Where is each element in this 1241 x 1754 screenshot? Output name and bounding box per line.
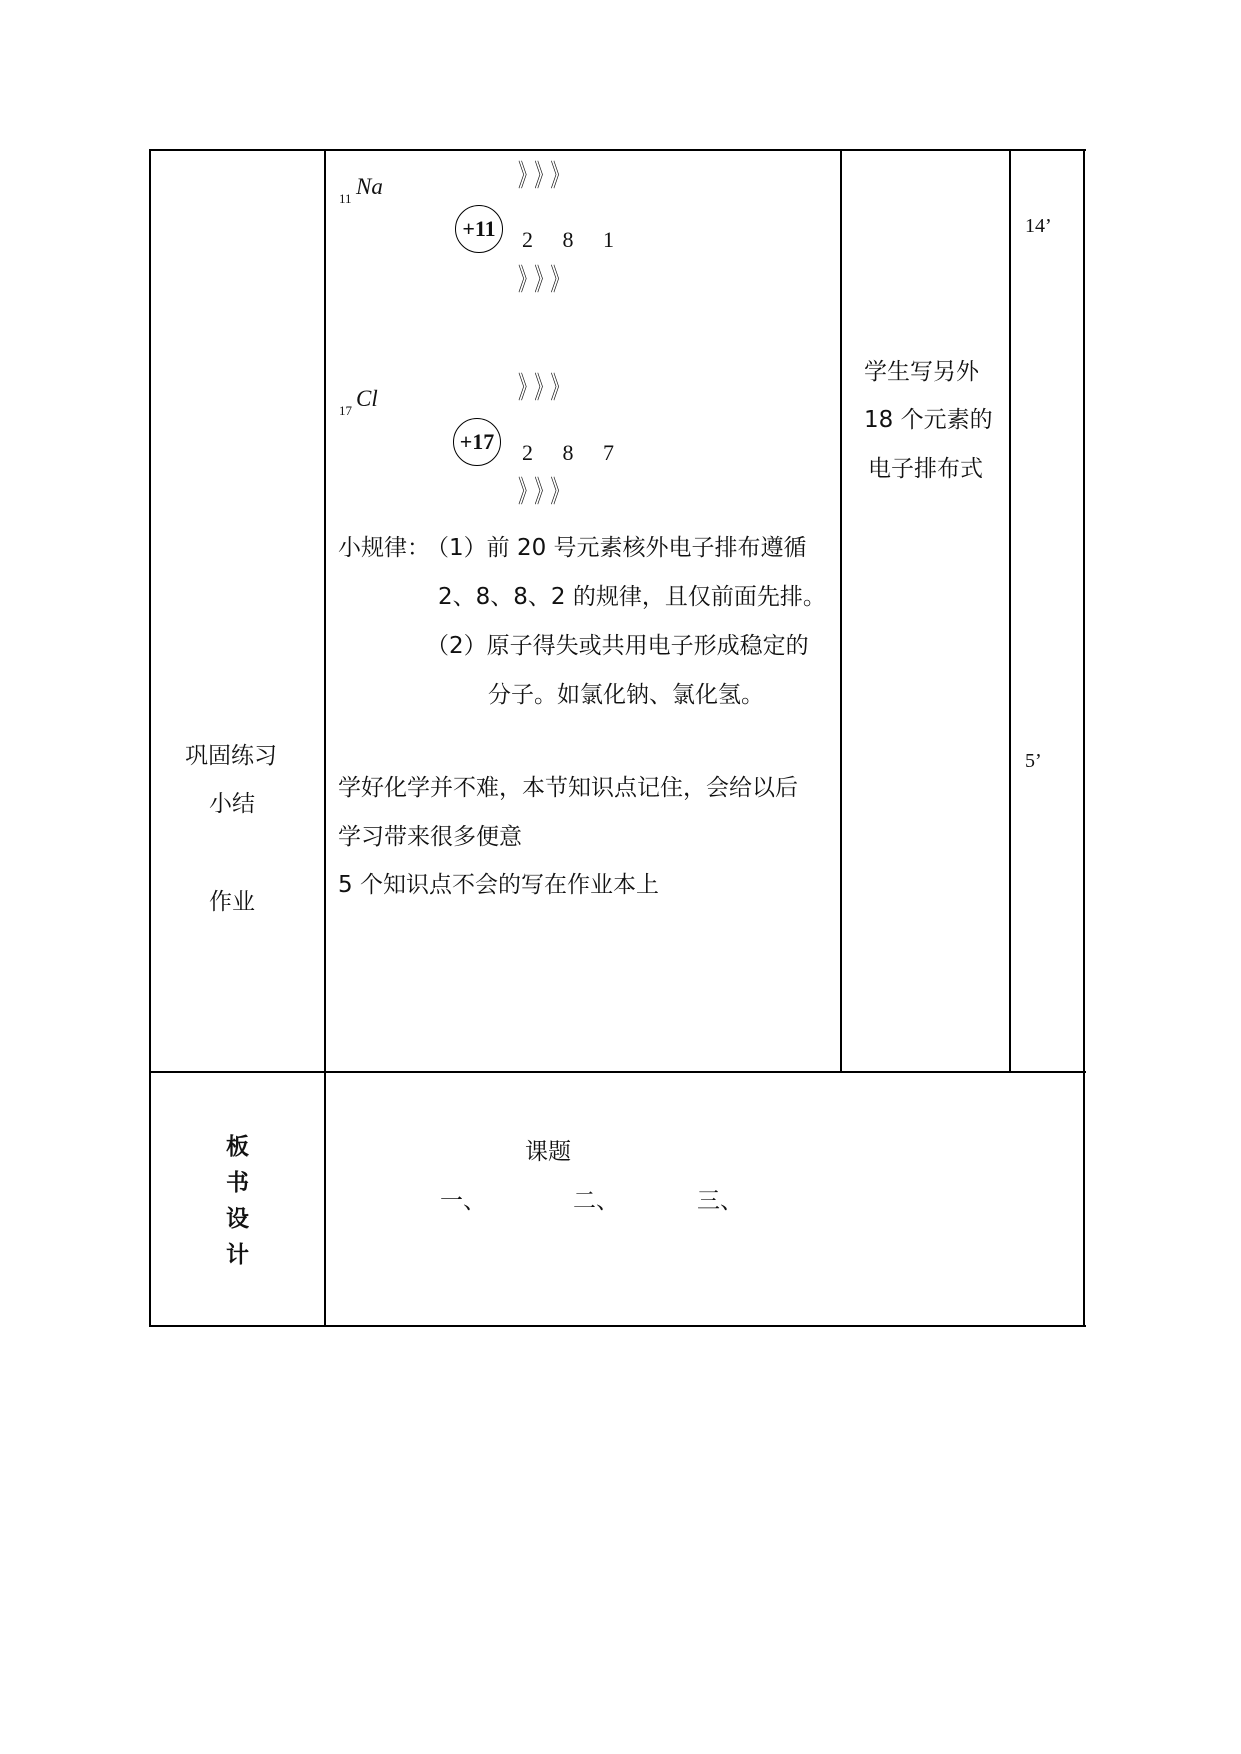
table-col-divider-3 [1009,149,1011,1071]
shell-arcs-bottom: 》》》 [518,475,576,510]
table-border-right [1083,149,1085,1326]
shell-arcs-bottom: 》》》 [518,263,576,298]
student-activity-line-2: 18 个元素的 [864,407,993,433]
electron-counts: 2 8 7 [522,440,626,465]
time-14: 14’ [1025,215,1052,237]
rule-1-line-1: （1）前 20 号元素核外电子排布遵循 [426,535,807,561]
rules-prefix: 小规律： [338,535,430,561]
nucleus-circle: +17 [453,418,501,466]
atomic-number: 11 [339,191,352,206]
board-section-1: 一、 [440,1188,486,1214]
table-border-bottom [149,1325,1086,1327]
board-title: 课题 [525,1139,571,1165]
time-5: 5’ [1025,750,1042,772]
student-activity-line-3: 电子排布式 [868,456,983,482]
board-design-label-char-3: 设 [226,1206,249,1232]
board-section-3: 三、 [697,1188,743,1214]
table-border-left [149,149,151,1326]
summary-line-1: 学好化学并不难，本节知识点记住，会给以后 [338,775,798,801]
board-design-label-char-2: 书 [226,1170,249,1196]
board-design-label-char-1: 板 [226,1134,249,1160]
table-row-divider [149,1071,1086,1073]
shell-arcs-top: 》》》 [518,159,576,194]
stage-label-summary: 小结 [209,791,255,817]
table-col-divider-1 [324,149,326,1326]
shell-arcs-top: 》》》 [518,371,576,406]
board-section-2: 二、 [573,1188,619,1214]
rule-2-line-1: （2）原子得失或共用电子形成稳定的 [426,633,809,659]
rule-2-line-2: 分子。如氯化钠、氯化氢。 [488,682,764,708]
atomic-number: 17 [339,403,352,418]
homework-text: 5 个知识点不会的写在作业本上 [338,872,659,898]
rule-1-line-2: 2、8、8、2 的规律，且仅前面先排。 [438,584,826,610]
board-design-label-char-4: 计 [226,1242,249,1268]
stage-label-practice: 巩固练习 [185,743,277,769]
table-border-top [149,149,1086,151]
electron-counts: 2 8 1 [522,227,626,252]
nucleus-circle: +11 [455,205,503,253]
table-col-divider-2 [840,149,842,1071]
stage-label-homework: 作业 [209,889,255,915]
element-symbol: Na [356,174,383,199]
student-activity-line-1: 学生写另外 [864,359,979,385]
summary-line-2: 学习带来很多便意 [338,824,522,850]
element-symbol: Cl [356,386,378,411]
